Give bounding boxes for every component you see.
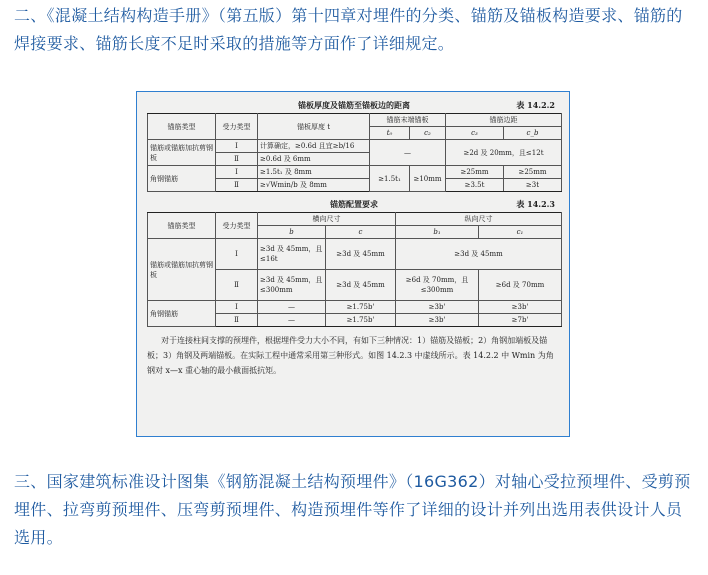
header-cell: 纵向尺寸	[396, 213, 562, 226]
table-cell: Ⅰ	[216, 239, 258, 270]
scanned-table-image	[136, 91, 570, 437]
table-cell: Ⅰ	[216, 140, 258, 153]
table-cell: ≥3b'	[479, 301, 562, 314]
table-row	[148, 166, 562, 179]
table-cell: Ⅱ	[216, 179, 258, 192]
table-cell: ≥25mm	[446, 166, 504, 179]
header-cell: 锚筋类型	[148, 114, 216, 140]
table-cell: ≥3d 及 45mm，且≤300mm	[258, 270, 326, 301]
header-cell: 受力类型	[216, 213, 258, 239]
table-cell: ≥3d 及 45mm	[326, 239, 396, 270]
table-cell: ≥1.5t₁	[370, 166, 410, 192]
table-row	[148, 301, 562, 314]
table-cell: 锚筋或锚筋加抗剪钢板	[148, 140, 216, 166]
table1	[147, 113, 562, 192]
subheader-cell: c₂	[410, 127, 446, 140]
table2-header-row	[148, 213, 562, 226]
header-cell: 横向尺寸	[258, 213, 396, 226]
subheader-cell: c₁	[479, 226, 562, 239]
table-cell: ≥1.5t₁ 及 8mm	[258, 166, 370, 179]
table-cell: Ⅱ	[216, 314, 258, 327]
table1-title: 锚板厚度及锚筋至锚板边的距离	[298, 100, 410, 110]
header-cell: 锚筋末端锚板	[370, 114, 446, 127]
header-cell: 锚筋类型	[148, 213, 216, 239]
table2-title: 锚筋配置要求	[330, 199, 378, 209]
table-cell: 计算确定，≥0.6d 且宜≥b/16	[258, 140, 370, 153]
table-cell: —	[258, 314, 326, 327]
table-cell: ≥1.75b'	[326, 301, 396, 314]
standard-atlas-paragraph: 三、国家建筑标准设计图集《钢筋混凝土结构预埋件》（16G362）对轴心受拉预埋件、受剪预埋件、拉弯剪预埋件、压弯剪预埋件、构造预埋件等作了详细的设计并列出选用表供设计人员选用。	[14, 472, 691, 547]
table-cell: —	[258, 301, 326, 314]
subheader-cell: t₀	[370, 127, 410, 140]
subheader-cell: b	[258, 226, 326, 239]
table2-caption	[147, 198, 561, 212]
table-cell: ≥2d 及 20mm，且≤12t	[446, 140, 562, 166]
table-row	[148, 239, 562, 270]
table-cell: —	[370, 140, 446, 166]
subheader-cell: b₁	[396, 226, 479, 239]
table-cell: ≥3d 及 45mm	[326, 270, 396, 301]
table-cell: ≥3.5t	[446, 179, 504, 192]
table-cell: ≥3b'	[396, 314, 479, 327]
subheader-cell: c₃	[446, 127, 504, 140]
table-cell: ≥3b'	[396, 301, 479, 314]
table1-caption	[147, 99, 561, 113]
header-cell: 锚筋边距	[446, 114, 562, 127]
table-cell: 角钢锚筋	[148, 166, 216, 192]
table1-header-row	[148, 114, 562, 127]
header-cell: 受力类型	[216, 114, 258, 140]
subheader-cell: c	[326, 226, 396, 239]
table-cell: Ⅱ	[216, 270, 258, 301]
table-cell: ≥3t	[504, 179, 562, 192]
header-cell: 锚板厚度 t	[258, 114, 370, 140]
table-cell: Ⅱ	[216, 153, 258, 166]
table2-number: 表 14.2.3	[516, 199, 555, 209]
table-cell: ≥10mm	[410, 166, 446, 192]
table-cell: ≥0.6d 及 6mm	[258, 153, 370, 166]
table-cell: 角钢锚筋	[148, 301, 216, 327]
table-cell: ≥6d 及 70mm	[479, 270, 562, 301]
table-cell: ≥25mm	[504, 166, 562, 179]
table-cell: ≥3d 及 45mm	[396, 239, 562, 270]
table-cell: ≥3d 及 45mm，且≤16t	[258, 239, 326, 270]
table-cell: ≥7b'	[479, 314, 562, 327]
table-note: 对于连接柱间支撑的预埋件，根据埋件受力大小不同，有如下三种情况：1）锚筋及锚板；2）角钢加端板及锚板；3）角钢及两端锚板。在实际工程中通常采用第三种形式。如图 14.2.3 中虚线所示。表 14.2.2 中 Wmin 为角钢对 x—x 重心轴的最小截面抵抗矩。	[147, 336, 554, 375]
table-cell: Ⅰ	[216, 166, 258, 179]
table-cell: ≥1.75b'	[326, 314, 396, 327]
table2	[147, 212, 562, 327]
table-cell: ≥√Wmin/b 及 8mm	[258, 179, 370, 192]
table1-number: 表 14.2.2	[516, 100, 555, 110]
table-cell: Ⅰ	[216, 301, 258, 314]
table-cell: ≥6d 及 70mm，且≤300mm	[396, 270, 479, 301]
table-row	[148, 140, 562, 153]
intro-paragraph: 二、《混凝土结构构造手册》（第五版）第十四章对埋件的分类、锚筋及锚板构造要求、锚筋的焊接要求、锚筋长度不足时采取的措施等方面作了详细规定。	[14, 6, 683, 53]
subheader-cell: c_b	[504, 127, 562, 140]
table-cell: 锚筋或锚筋加抗剪钢板	[148, 239, 216, 301]
